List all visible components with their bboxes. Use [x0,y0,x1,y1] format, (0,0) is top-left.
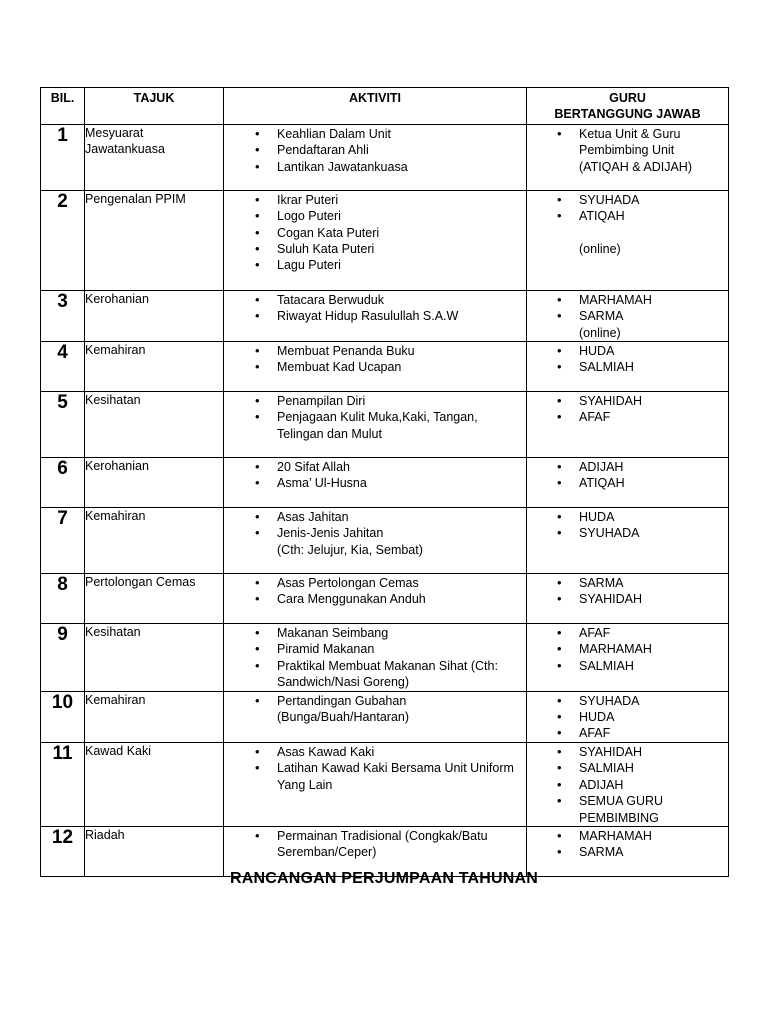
guru-list [527,342,728,376]
table-row [41,624,729,692]
aktiviti-note: (Cth: Jelujur, Kia, Sembat) [277,542,423,557]
aktiviti-item: • Pendaftaran Ahli [277,142,522,158]
guru-item: • SYAHIDAH [579,393,724,409]
aktiviti-list [224,191,526,274]
row-guru [527,691,729,742]
row-number: 1 [41,124,85,190]
aktiviti-item: • Asas Kawad Kaki [277,744,522,760]
row-aktiviti [224,290,527,341]
row-aktiviti [224,624,527,692]
row-number: 3 [41,290,85,341]
guru-item: • SYAHIDAH [579,744,724,760]
guru-item: • MARHAMAH [579,292,724,308]
aktiviti-list [224,508,526,558]
row-guru [527,342,729,392]
guru-item: • HUDA [579,709,724,725]
row-tajuk: Pengenalan PPIM [85,190,224,290]
guru-list [527,743,728,826]
guru-list [527,125,728,175]
row-guru [527,574,729,624]
aktiviti-item: • Tatacara Berwuduk [277,292,522,308]
table-row [41,124,729,190]
aktiviti-item: • Suluh Kata Puteri [277,241,522,257]
row-number: 11 [41,742,85,826]
row-number: 8 [41,574,85,624]
page-title: RANCANGAN PERJUMPAAN TAHUNAN [229,870,539,887]
aktiviti-list [224,624,526,691]
row-aktiviti [224,458,527,508]
row-tajuk: Riadah [85,826,224,876]
aktiviti-item: • Membuat Penanda Buku [277,343,522,359]
table-row [41,190,729,290]
row-guru [527,742,729,826]
row-guru [527,190,729,290]
aktiviti-list [224,458,526,492]
aktiviti-item: • Permainan Tradisional (Congkak/Batu Seremban/Ceper) [277,828,522,861]
aktiviti-item: • Asas Pertolongan Cemas [277,575,522,591]
aktiviti-item: • Lantikan Jawatankuasa [277,159,522,175]
table-row [41,392,729,458]
row-tajuk: Kemahiran [85,691,224,742]
row-aktiviti [224,124,527,190]
row-guru [527,458,729,508]
aktiviti-list [224,291,526,325]
row-tajuk: Mesyuarat Jawatankuasa [85,124,224,190]
aktiviti-item: • Cara Menggunakan Anduh [277,591,522,607]
guru-item: • SALMIAH [579,760,724,776]
guru-list [527,574,728,608]
row-number: 2 [41,190,85,290]
row-aktiviti [224,342,527,392]
guru-item: • SYAHIDAH [579,591,724,607]
aktiviti-item: • Pertandingan Gubahan (Bunga/Buah/Hantaran) [277,693,522,726]
aktiviti-item: • Asma’ Ul-Husna [277,475,522,491]
row-guru [527,392,729,458]
guru-item: • ADIJAH [579,777,724,793]
row-aktiviti [224,392,527,458]
guru-item: • ATIQAH [579,475,724,491]
guru-item: • SARMA [579,575,724,591]
row-tajuk: Pertolongan Cemas [85,574,224,624]
row-number: 10 [41,691,85,742]
row-aktiviti [224,190,527,290]
aktiviti-item: • Latihan Kawad Kaki Bersama Unit Uniform Yang Lain [277,760,522,793]
spacer [579,225,724,241]
row-aktiviti [224,742,527,826]
annual-meeting-plan-table [40,87,729,877]
table-row [41,508,729,574]
table-row [41,290,729,341]
aktiviti-list [224,574,526,608]
row-guru [527,624,729,692]
guru-list [527,392,728,426]
guru-note: (online) [579,242,621,257]
guru-item: • SYUHADA [579,693,724,709]
guru-item: • SARMA [579,308,724,324]
table-row [41,691,729,742]
guru-item: • SEMUA GURU PEMBIMBING [579,793,724,826]
row-number: 4 [41,342,85,392]
row-tajuk: Kesihatan [85,392,224,458]
guru-list [527,291,728,341]
header-aktiviti: AKTIVITI [224,88,527,125]
guru-item: • AFAF [579,409,724,425]
row-aktiviti [224,826,527,876]
row-tajuk: Kemahiran [85,508,224,574]
guru-item: • ADIJAH [579,459,724,475]
guru-item: • SARMA [579,844,724,860]
header-guru-line2: BERTANGGUNG JAWAB [554,107,701,122]
aktiviti-item: • Lagu Puteri [277,257,522,273]
guru-item: • SYUHADA [579,525,724,541]
table-row [41,458,729,508]
aktiviti-list [224,743,526,793]
aktiviti-item: • Cogan Kata Puteri [277,225,522,241]
guru-note: (online) [579,325,621,340]
aktiviti-item: • Jenis-Jenis Jahitan [277,525,522,541]
aktiviti-item: • Ikrar Puteri [277,192,522,208]
guru-item: • AFAF [579,725,724,741]
row-number: 7 [41,508,85,574]
aktiviti-item: • Asas Jahitan [277,509,522,525]
row-guru [527,124,729,190]
row-number: 5 [41,392,85,458]
aktiviti-item: • Penjagaan Kulit Muka,Kaki, Tangan, Telingan dan Mulut [277,409,522,442]
row-tajuk: Kesihatan [85,624,224,692]
row-number: 9 [41,624,85,692]
guru-list [527,692,728,742]
header-bil: BIL. [41,88,85,125]
table-row [41,574,729,624]
aktiviti-item: • Penampilan Diri [277,393,522,409]
aktiviti-item: • 20 Sifat Allah [277,459,522,475]
row-tajuk: Kerohanian [85,458,224,508]
aktiviti-list [224,125,526,175]
row-tajuk: Kerohanian [85,290,224,341]
guru-item: • ATIQAH [579,208,724,224]
row-aktiviti [224,691,527,742]
aktiviti-item: • Praktikal Membuat Makanan Sihat (Cth: Sandwich/Nasi Goreng) [277,658,522,691]
guru-item: • AFAF [579,625,724,641]
row-guru [527,290,729,341]
row-aktiviti [224,508,527,574]
guru-list [527,624,728,674]
aktiviti-list [224,342,526,376]
table-row [41,742,729,826]
row-guru [527,508,729,574]
header-guru [527,88,729,125]
guru-item: • SALMIAH [579,658,724,674]
aktiviti-list [224,692,526,726]
aktiviti-item: • Keahlian Dalam Unit [277,126,522,142]
table-header-row [41,88,729,125]
guru-item: • Ketua Unit & Guru Pembimbing Unit (ATIQAH & ADIJAH) [579,126,724,175]
aktiviti-item: • Logo Puteri [277,208,522,224]
row-tajuk: Kawad Kaki [85,742,224,826]
aktiviti-item: • Membuat Kad Ucapan [277,359,522,375]
aktiviti-list [224,392,526,442]
row-tajuk: Kemahiran [85,342,224,392]
guru-item: • MARHAMAH [579,641,724,657]
row-aktiviti [224,574,527,624]
row-number: 12 [41,826,85,876]
table-row [41,826,729,876]
row-number: 6 [41,458,85,508]
guru-list [527,508,728,542]
aktiviti-item: • Makanan Seimbang [277,625,522,641]
guru-item: • HUDA [579,509,724,525]
aktiviti-list [224,827,526,861]
aktiviti-item: • Piramid Makanan [277,641,522,657]
guru-list [527,458,728,492]
table-row [41,342,729,392]
guru-item: • HUDA [579,343,724,359]
aktiviti-item: • Riwayat Hidup Rasulullah S.A.W [277,308,522,324]
row-guru [527,826,729,876]
guru-list [527,191,728,258]
header-tajuk: TAJUK [85,88,224,125]
header-guru-line1: GURU [609,91,646,105]
guru-item: • MARHAMAH [579,828,724,844]
guru-item: • SALMIAH [579,359,724,375]
guru-item: • SYUHADA [579,192,724,208]
guru-list [527,827,728,861]
